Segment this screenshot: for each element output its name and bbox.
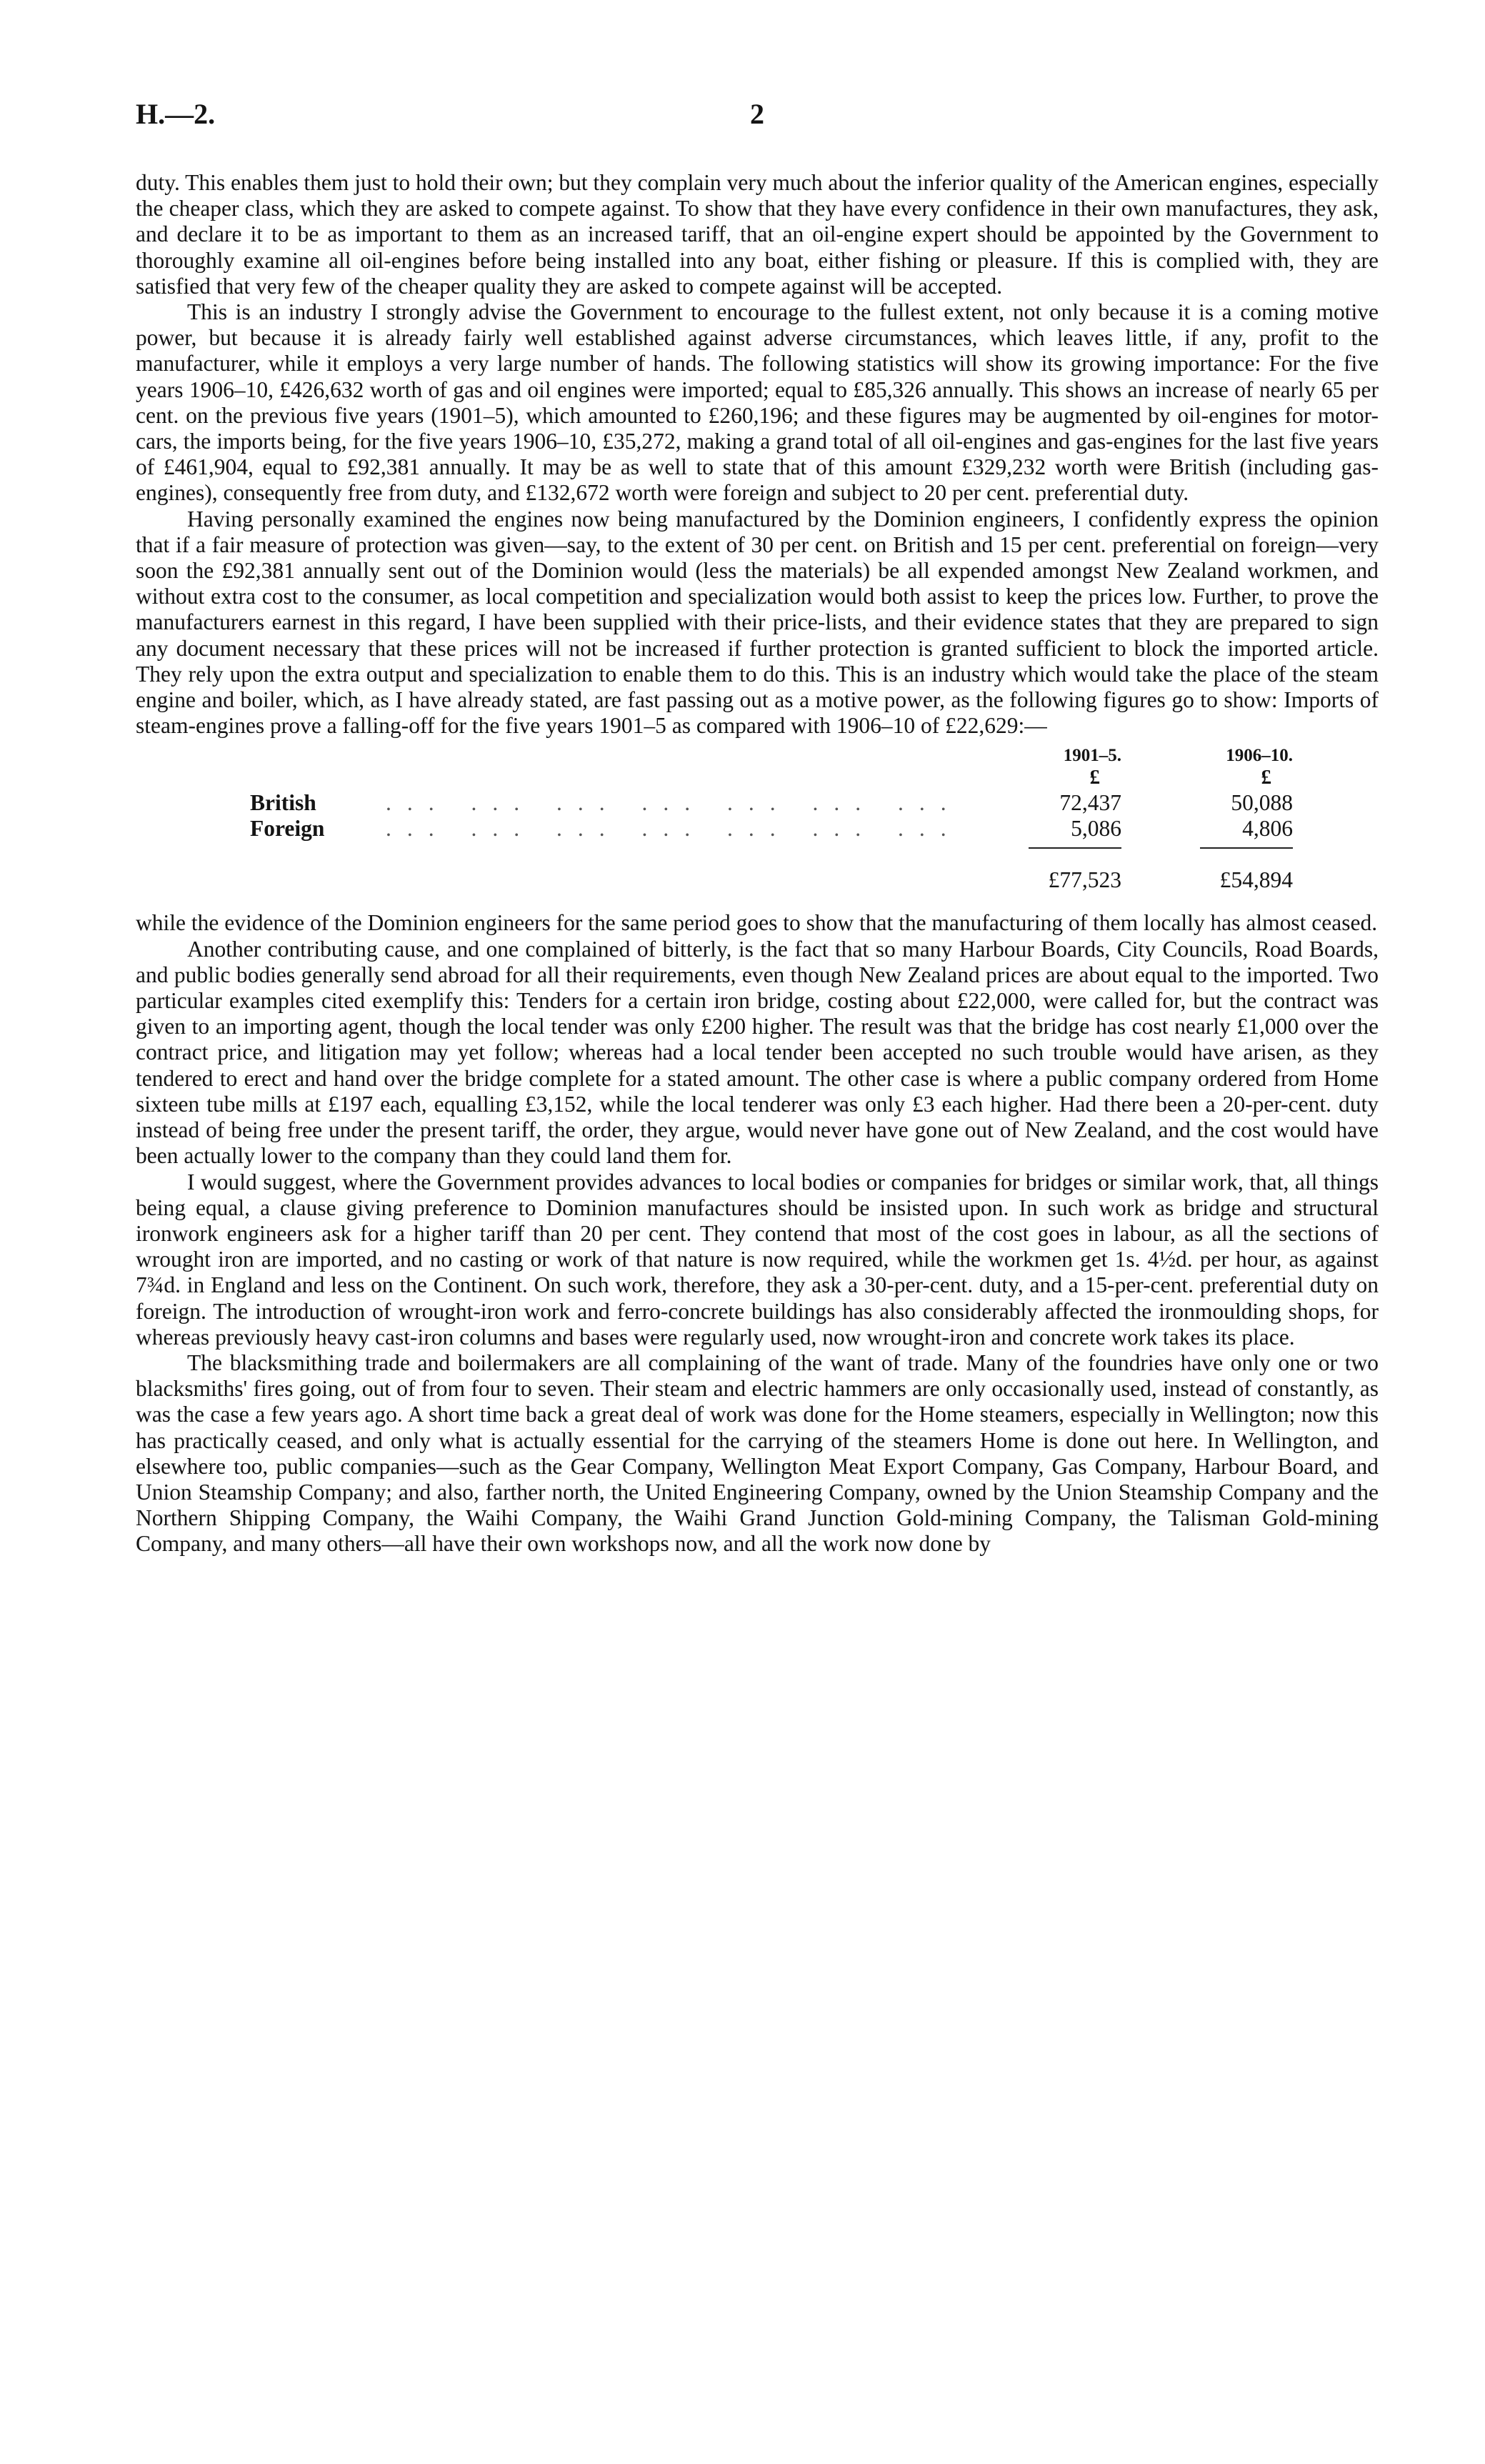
- steam-engine-imports-table: [136, 739, 1379, 910]
- paragraph: duty. This enables them just to hold their own; but they complain very much about the inferior quality of the American engines, especially the cheaper class, which they are asked to compete against. To show that they have every confidence in their own manufactures, they ask, and declare it to be as important to them as an increased tariff, that an oil-engine expert should be appointed by the Government to thoroughly examine all oil-engines before being installed into any boat, either fishing or pleasure. If this is complied with, they are satisfied that very few of the cheaper quality they are asked to compete against will be accepted.: [136, 170, 1379, 299]
- cell-foreign-1906-10: 4,806: [1242, 816, 1293, 842]
- column-header-1906-10: 1906–10.: [1226, 746, 1293, 766]
- paragraph: Having personally examined the engines now being manufactured by the Dominion engineers, I confidently express the opinion that if a fair measure of protection was given—say, to the extent of 30 per cent. on British and 15 per cent. preferential on foreign—very soon the £92,381 annually sent out of the Dominion would (less the materials) be all expended amongst New Zealand workmen, and without extra cost to the consumer, as local competition and specialization would both assist to keep the prices low. Further, to prove the manufacturers earnest in this regard, I have been supplied with their price-lists, and their evidence states that they are prepared to sign any document necessary that these prices will not be increased if further protection is granted sufficient to block the imported article. They rely upon the extra output and specialization to enable them to do this. This is an industry which would take the place of the steam engine and boiler, which, as I have already stated, are fast passing out as a motive power, as the following figures go to show: Imports of steam-engines prove a falling-off for the five years 1901–5 as compared with 1906–10 of £22,629:—: [136, 506, 1379, 739]
- paragraph: This is an industry I strongly advise the Government to encourage to the fullest extent, not only because it is a coming motive power, but because it is already fairly well established against adverse circumstances, which leaves little, if any, profit to the manufacturer, while it employs a very large number of hands. The following statistics will show its growing importance: For the five years 1906–10, £426,632 worth of gas and oil engines were imported; equal to £85,326 annually. This shows an increase of nearly 65 per cent. on the previous five years (1901–5), which amounted to £260,196; and these figures may be augmented by oil-engines for motor-cars, the imports being, for the five years 1906–10, £35,272, making a grand total of all oil-engines and gas-engines for the last five years of £461,904, equal to £92,381 annually. It may be as well to state that of this amount £329,232 worth were British (including gas-engines), consequently free from duty, and £132,672 worth were foreign and subject to 20 per cent. preferential duty.: [136, 299, 1379, 506]
- paragraph: while the evidence of the Dominion engineers for the same period goes to show that the manufacturing of them locally has almost ceased.: [136, 910, 1378, 936]
- dot-leader: ... ... ... ... ... ... ...: [386, 816, 962, 842]
- column-unit: £: [1261, 766, 1271, 789]
- row-label-foreign: Foreign: [250, 816, 325, 842]
- dot-leader: ... ... ... ... ... ... ...: [386, 790, 962, 816]
- column-header-1901-5: 1901–5.: [1063, 746, 1121, 766]
- page-number: 2: [750, 98, 764, 130]
- cell-foreign-1901-5: 5,086: [1071, 816, 1121, 842]
- column-unit: £: [1089, 766, 1100, 789]
- total-1901-5: £77,523: [1048, 867, 1121, 893]
- page-header: [136, 97, 1379, 140]
- sum-rule: [1200, 847, 1293, 849]
- paragraph: Another contributing cause, and one complained of bitterly, is the fact that so many Harbour Boards, City Councils, Road Boards, and public bodies generally send abroad for all their requirements, even though New Zealand prices are about equal to the imported. Two particular examples cited exemplify this: Tenders for a certain iron bridge, costing about £22,000, were called for, but the contract was given to an importing agent, though the local tender was only £200 higher. The result was that the bridge has cost nearly £1,000 over the contract price, and litigation may yet follow; whereas had a local tender been accepted no such trouble would have arisen, as they tendered to erect and hand over the bridge complete for a stated amount. The other case is where a public company ordered from Home sixteen tube mills at £197 each, equalling £3,152, while the local tenderer was only £3 each higher. Had there been a 20-per-cent. duty instead of being free under the present tariff, the order, they argue, would never have gone out of New Zealand, and the cost would have been actually lower to the company than they could land them for.: [136, 936, 1379, 1169]
- cell-british-1906-10: 50,088: [1231, 790, 1293, 816]
- cell-british-1901-5: 72,437: [1059, 790, 1121, 816]
- paragraph: I would suggest, where the Government provides advances to local bodies or companies for bridges or similar work, that, all things being equal, a clause giving preference to Dominion manufactures should be insisted upon. In such work as bridge and structural ironwork engineers ask for a higher tariff than 20 per cent. They contend that most of the cost goes in labour, as all the sections of wrought iron are imported, and no casting or work of that nature is now required, while the workmen get 1s. 4½d. per hour, as against 7¾d. in England and less on the Continent. On such work, therefore, they ask a 30-per-cent. duty, and a 15-per-cent. preferential duty on foreign. The introduction of wrought-iron work and ferro-concrete buildings has also considerably affected the ironmoulding shops, for whereas previously heavy cast-iron columns and bases were regularly used, now wrought-iron and concrete work takes its place.: [136, 1169, 1379, 1350]
- sum-rule: [1029, 847, 1121, 849]
- total-1906-10: £54,894: [1219, 867, 1293, 893]
- document-reference: H.—2.: [136, 98, 216, 130]
- paragraph: The blacksmithing trade and boilermakers are all complaining of the want of trade. Many of the foundries have only one or two blacksmiths' fires going, out of from four to seven. Their steam and electric hammers are only occasionally used, instead of constantly, as was the case a few years ago. A short time back a great deal of work was done for the Home steamers, especially in Wellington; now this has practically ceased, and only what is actually essential for the carrying of the steamers Home is done out here. In Wellington, and elsewhere too, public companies—such as the Gear Company, Wellington Meat Export Company, Gas Company, Harbour Board, and Union Steamship Company; and also, farther north, the United Engineering Company, owned by the Union Steamship Company and the Northern Shipping Company, the Waihi Company, the Waihi Grand Junction Gold-mining Company, the Talisman Gold-mining Company, and many others—all have their own workshops now, and all the work now done by: [136, 1350, 1379, 1557]
- row-label-british: British: [250, 790, 316, 816]
- body-text: [136, 170, 1379, 1557]
